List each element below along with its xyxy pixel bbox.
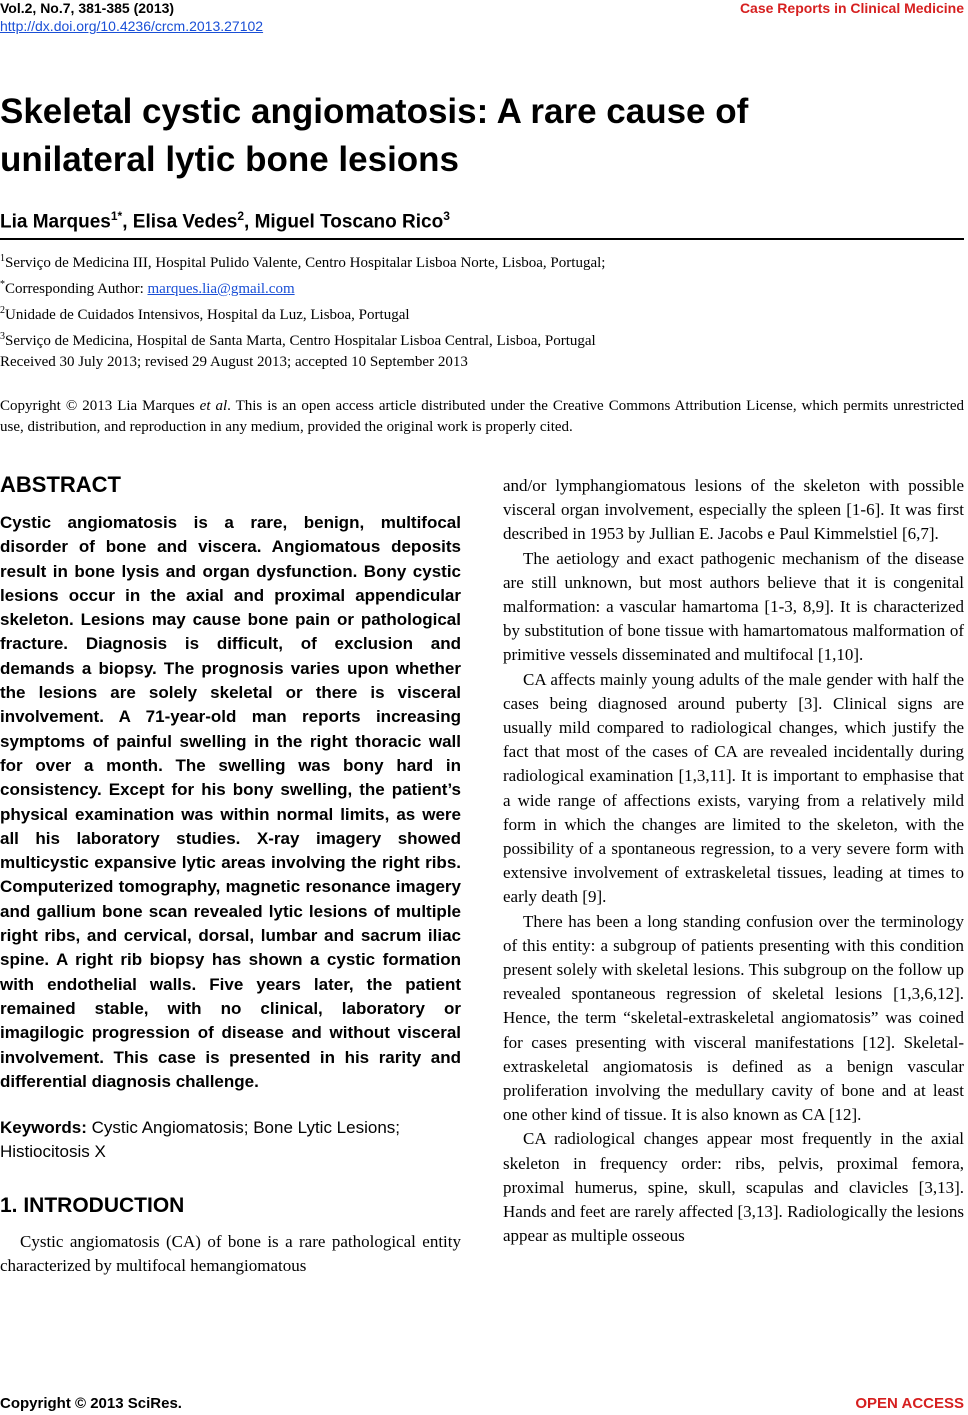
article-dates: Received 30 July 2013; revised 29 August 2013; accepted 10 September 2013 xyxy=(0,354,468,370)
body-paragraph: The aetiology and exact pathogenic mechanism of the disease are still unknown, but most authors believe that it is congenital malformation: a vascular hamartoma [1-3, 8,9]. It is characterized by substitution of bone tissue with hamartomatous malformation of primitive vessels disseminated and multifocal [1,10]. xyxy=(503,548,964,665)
body-paragraph: CA affects mainly young adults of the male gender with half the cases being diagnosed around puberty [3]. Clinical signs are usually mild compared to radiological changes, which justify the fact that most of the cases of CA are revealed incidentally during radiological examination [1,3,11]. It is important to emphasise that a wide range of affections exists, varying from a relatively mild form in which the changes are limited to the skeleton, with the possibility of a spontaneous regression, to a very severe form with extensive involvement of extraskeletal tissues, leading at times to early death [9]. xyxy=(503,669,964,907)
author-list: Lia Marques$^{1*}$, Elisa Vedes$^2$, Miguel Toscano Rico$^3$ xyxy=(0,209,450,233)
affiliation-sup: 2 xyxy=(0,305,5,316)
keywords xyxy=(0,1116,461,1164)
copyright-post: . This is an open access article distributed under the Creative Commons Attribution License, which permits unrestricted use, distribution, and reproduction in any medium, provided the original work is properly cited. xyxy=(0,398,964,435)
affiliation-sup: * xyxy=(0,279,5,290)
author-name: Miguel Toscano Rico xyxy=(254,211,444,233)
article-title: Skeletal cystic angiomatosis: A rare cause of unilateral lytic bone lesions xyxy=(0,92,749,179)
affiliation-text: Serviço de Medicina III, Hospital Pulido Valente, Centro Hospitalar Lisboa Norte, Lisboa, Portugal; xyxy=(5,255,606,271)
affiliation-sup: 1 xyxy=(0,253,5,264)
corresponding-author xyxy=(0,274,605,300)
right-column xyxy=(503,474,964,1249)
author-sup: 1* xyxy=(110,209,123,223)
title-divider xyxy=(0,238,964,240)
author-name: Elisa Vedes xyxy=(132,211,238,233)
body-paragraph: There has been a long standing confusion over the terminology of this entity: a subgroup of patients presenting with this condition present solely with skeletal lesions. This subgroup on the follow up revealed spontaneous regression of skeletal lesions [1,3,6,12]. Hence, the term “skeletal-extraskeletal angiomatosis” was coined for cases presenting with visceral manifestations [12]. Skeletal-extraskeletal angiomatosis is defined as a benign vascular proliferation involving the medullary cavity of bone and at least one other kind of tissue. It is also known as CA [12]. xyxy=(503,911,964,1125)
introduction-heading: 1. INTRODUCTION xyxy=(0,1194,185,1218)
affiliation-sup: 3 xyxy=(0,331,5,342)
affiliation-3 xyxy=(0,326,605,352)
affiliations xyxy=(0,248,605,352)
intro-paragraph: Cystic angiomatosis (CA) of bone is a rare pathological entity characterized by multifocal hemangiomatous xyxy=(0,1232,461,1276)
corresponding-label: Corresponding Author: xyxy=(5,281,148,297)
body-paragraph: CA radiological changes appear most frequently in the axial skeleton in frequency order: ribs, pelvis, proximal femora, proximal humerus, spine, skull, scapulas and clavicles [3,13]. Hands and feet are rarely affected [3,13]. Radiologically the lesions appear as multiple osseous xyxy=(503,1129,964,1246)
copyright-pre: Copyright © 2013 Lia Marques xyxy=(0,398,200,414)
affiliation-text: Serviço de Medicina, Hospital de Santa Marta, Centro Hospitalar Lisboa Central, Lisboa, Portugal xyxy=(5,333,596,349)
open-access-label: OPEN ACCESS xyxy=(855,1395,964,1412)
copyright-etal: et al xyxy=(199,398,228,414)
journal-name: Case Reports in Clinical Medicine xyxy=(739,0,964,16)
volume-info: Vol.2, No.7, 381-385 (2013) xyxy=(0,0,175,16)
footer-copyright: Copyright © 2013 SciRes. xyxy=(0,1395,182,1412)
affiliation-2 xyxy=(0,300,605,326)
running-header xyxy=(0,0,964,40)
author-sup: 2 xyxy=(237,209,245,223)
affiliation-1 xyxy=(0,248,605,274)
author-sup: 3 xyxy=(443,209,450,223)
body-paragraph: and/or lymphangiomatous lesions of the skeleton with possible visceral organ involvement, especially the spleen [1-6]. It was first described in 1953 by Jullian E. Jacobs e Paul Kimmelstiel [6,7]. xyxy=(503,476,964,544)
author-name: Lia Marques xyxy=(0,211,111,233)
affiliation-text: Unidade de Cuidados Intensivos, Hospital da Luz, Lisboa, Portugal xyxy=(5,307,410,323)
abstract-heading: ABSTRACT xyxy=(0,472,121,497)
doi-link[interactable]: http://dx.doi.org/10.4236/crcm.2013.27102 xyxy=(0,18,264,34)
copyright-notice xyxy=(0,396,964,438)
keywords-text: Cystic Angiomatosis; Bone Lytic Lesions; Histiocitosis X xyxy=(0,1118,400,1162)
keywords-label: Keywords: xyxy=(0,1118,87,1138)
email-link[interactable]: marques.lia@gmail.com xyxy=(147,281,295,297)
abstract-body: Cystic angiomatosis is a rare, benign, multifocal disorder of bone and viscera. Angiomatous deposits result in bone lysis and organ dysfunction. Bony cystic lesions occur in the axial and proximal appendicular skeleton. Lesions may cause bone pain or pathological fracture. Diagnosis is difficult, of exclusion and demands a biopsy. The prognosis varies upon whether the lesions are solely skeletal or there is visceral involvement. A 71-year-old man reports increasing symptoms of painful swelling in the right thoracic wall for over a month. The swelling was bony hard in consistency. Except for his bony swelling, the patient’s physical examination was within normal limits, as were all his laboratory studies. X-ray imagery showed multicystic expansive lytic areas involving the right ribs. Computerized tomography, magnetic resonance imagery and gallium bone scan revealed lytic lesions of multiple right ribs, and cervical, dorsal, lumbar and sacrum iliac spine. A right rib biopsy has shown a cystic formation with endothelial walls. Five years later, the patient remained stable, with no clinical, laboratory or imagilogic progression of disease and without visceral involvement. This case is presented in his rarity and differential diagnosis challenge. xyxy=(0,513,461,1091)
left-column xyxy=(0,472,461,1279)
